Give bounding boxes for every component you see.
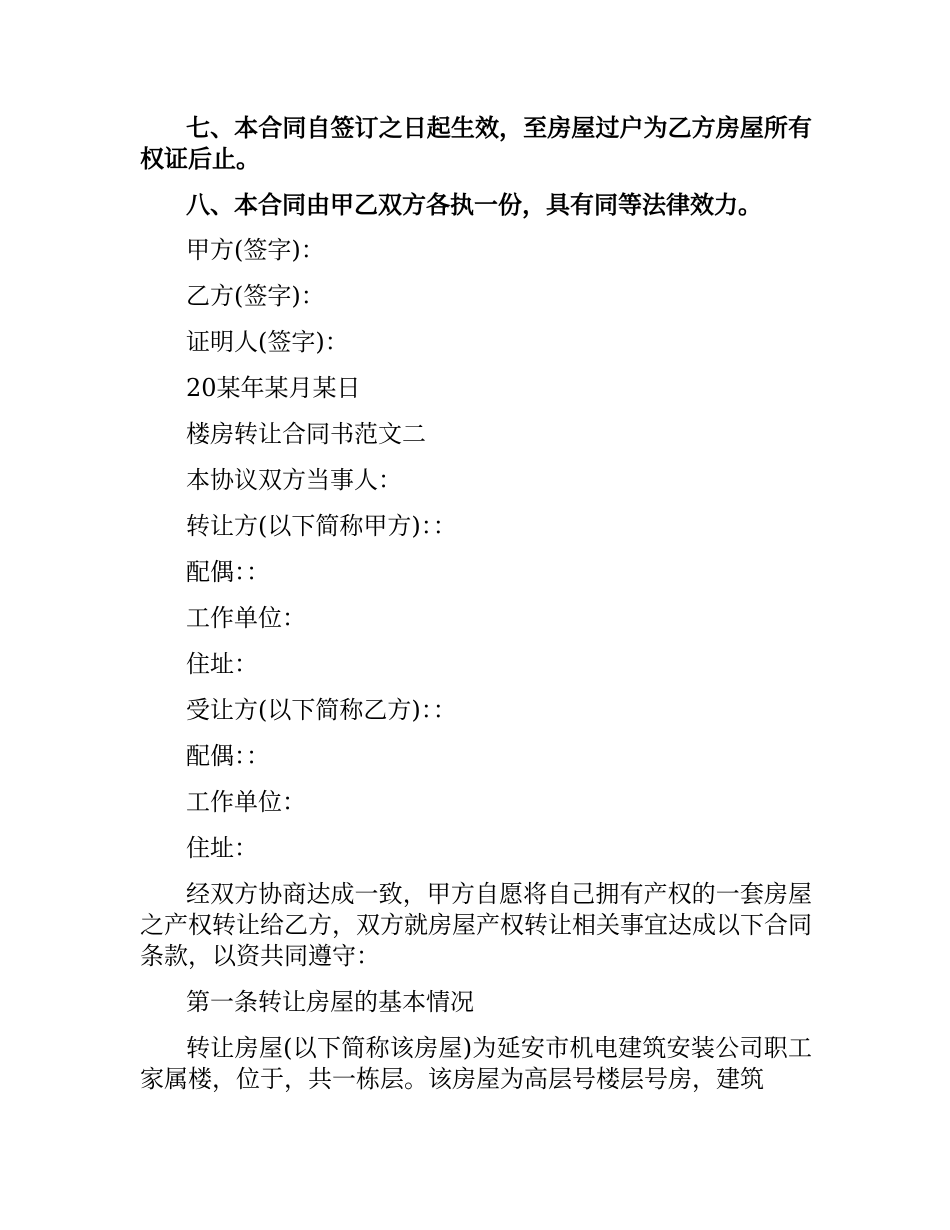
transferor-employer-line: 工作单位： <box>186 604 306 632</box>
preamble-paragraph: 经双方协商达成一致，甲方自愿将自己拥有产权的一套房屋之产权转让给乙方，双方就房屋产权转让相关事宜达成以下合同条款，以资共同遵守： <box>140 880 812 970</box>
transferor-line: 转让方(以下简称甲方)：： <box>186 512 457 540</box>
party-a-signature: 甲方(签字)： <box>186 236 325 264</box>
transferee-line: 受让方(以下简称乙方)：： <box>186 696 457 724</box>
article-1-body: 转让房屋(以下简称该房屋)为延安市机电建筑安装公司职工家属楼，位于，共一栋层。该房屋为高层号楼层号房，建筑 <box>140 1034 812 1093</box>
witness-signature: 证明人(签字)： <box>186 328 349 356</box>
party-b-signature: 乙方(签字)： <box>186 282 325 310</box>
sample-two-title: 楼房转让合同书范文二 <box>186 420 426 448</box>
parties-intro: 本协议双方当事人： <box>186 466 402 494</box>
transferee-employer-line: 工作单位： <box>186 788 306 816</box>
article-1-heading: 第一条转让房屋的基本情况 <box>186 988 474 1016</box>
signing-date: 20某年某月某日 <box>186 374 361 402</box>
clause-8: 八、本合同由甲乙双方各执一份，具有同等法律效力。 <box>186 190 762 219</box>
transferor-spouse-line: 配偶：： <box>186 558 270 586</box>
transferee-address-line: 住址： <box>186 834 258 862</box>
transferor-address-line: 住址： <box>186 650 258 678</box>
document-body <box>140 112 812 1095</box>
clause-7: 七、本合同自签订之日起生效，至房屋过户为乙方房屋所有权证后止。 <box>140 113 812 173</box>
transferee-spouse-line: 配偶：： <box>186 742 270 770</box>
